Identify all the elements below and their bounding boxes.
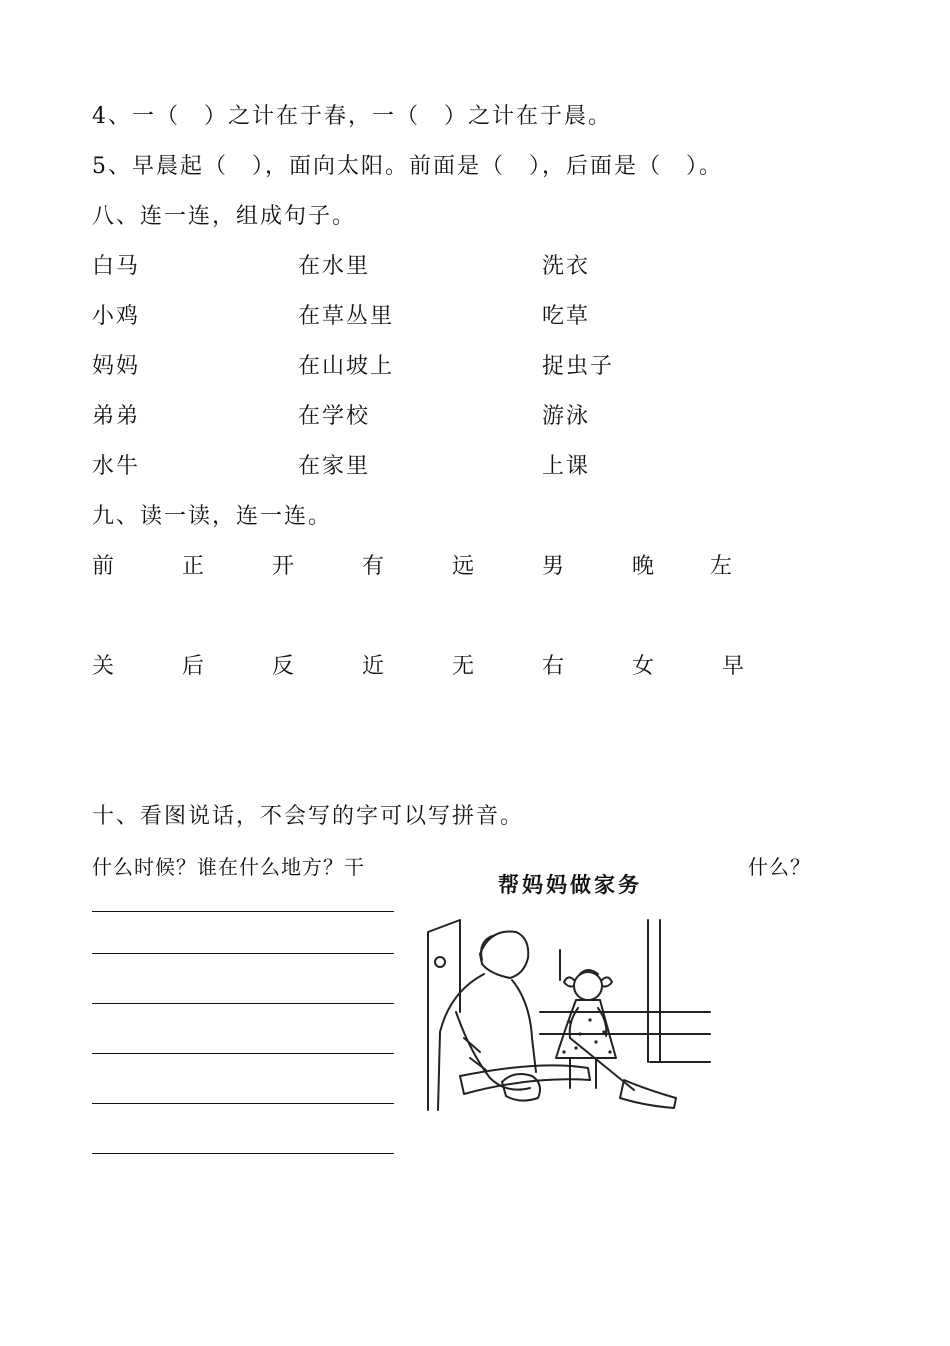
match-place: 在水里 bbox=[298, 254, 371, 279]
picture-title: 帮妈妈做家务 bbox=[498, 873, 642, 897]
match-action: 洗衣 bbox=[542, 254, 591, 279]
match-action: 上课 bbox=[542, 454, 591, 479]
writing-line[interactable] bbox=[92, 953, 394, 954]
word-top: 前 bbox=[92, 554, 117, 579]
match-place: 在山坡上 bbox=[298, 354, 395, 379]
word-bottom: 后 bbox=[182, 654, 207, 679]
section-8-title: 八、连一连，组成句子。 bbox=[92, 204, 357, 229]
housework-illustration bbox=[420, 862, 720, 1124]
match-place: 在家里 bbox=[298, 454, 371, 479]
word-bottom: 无 bbox=[452, 654, 477, 679]
writing-line[interactable] bbox=[92, 1153, 394, 1154]
word-top: 左 bbox=[710, 554, 735, 579]
section-9-title: 九、读一读，连一连。 bbox=[92, 504, 333, 529]
word-top: 开 bbox=[272, 554, 297, 579]
word-bottom: 女 bbox=[632, 654, 657, 679]
word-bottom: 关 bbox=[92, 654, 117, 679]
match-action: 吃草 bbox=[542, 304, 591, 329]
word-top: 有 bbox=[362, 554, 387, 579]
picture-prompt-left: 什么时候？谁在什么地方？干 bbox=[92, 855, 365, 879]
word-top: 晚 bbox=[632, 554, 657, 579]
writing-line[interactable] bbox=[92, 1103, 394, 1104]
word-top: 正 bbox=[182, 554, 207, 579]
match-subject: 弟弟 bbox=[92, 404, 141, 429]
match-place: 在草丛里 bbox=[298, 304, 395, 329]
match-subject: 妈妈 bbox=[92, 354, 141, 379]
match-subject: 小鸡 bbox=[92, 304, 141, 329]
housework-drawing bbox=[420, 862, 720, 1124]
section-10-title: 十、看图说话，不会写的字可以写拼音。 bbox=[92, 804, 525, 829]
question-4: 4、一（ ）之计在于春，一（ ）之计在于晨。 bbox=[92, 104, 612, 129]
match-subject: 白马 bbox=[92, 254, 141, 279]
word-top: 远 bbox=[452, 554, 477, 579]
question-5: 5、早晨起（ ），面向太阳。前面是（ ），后面是（ ）。 bbox=[92, 154, 723, 179]
match-action: 游泳 bbox=[542, 404, 591, 429]
writing-line[interactable] bbox=[92, 1003, 394, 1004]
match-action: 捉虫子 bbox=[542, 354, 615, 379]
word-top: 男 bbox=[542, 554, 567, 579]
word-bottom: 反 bbox=[272, 654, 297, 679]
match-subject: 水牛 bbox=[92, 454, 141, 479]
word-bottom: 右 bbox=[542, 654, 567, 679]
writing-line[interactable] bbox=[92, 911, 394, 912]
picture-prompt-right: 什么？ bbox=[748, 855, 811, 879]
match-place: 在学校 bbox=[298, 404, 371, 429]
word-bottom: 近 bbox=[362, 654, 387, 679]
word-bottom: 早 bbox=[722, 654, 747, 679]
writing-line[interactable] bbox=[92, 1053, 394, 1054]
